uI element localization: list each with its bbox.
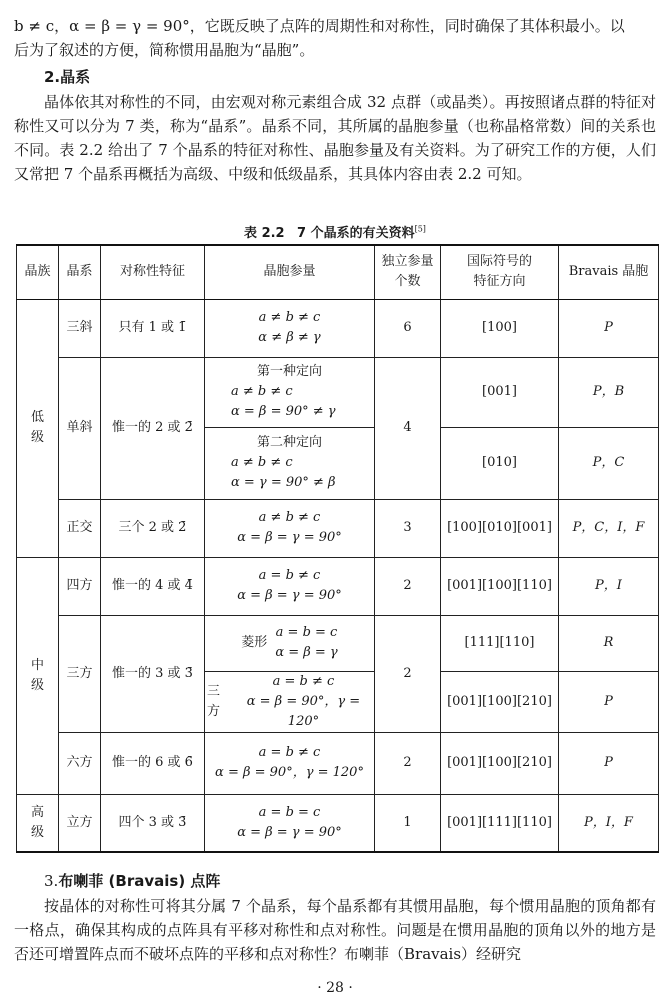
page-number: · 28 ·: [317, 980, 353, 996]
direction-cell: [100][010][001]: [441, 499, 559, 557]
system-cell: 四方: [59, 557, 101, 615]
count-cell: 1: [375, 794, 441, 852]
system-cell: 三斜: [59, 299, 101, 357]
table-row: [17, 732, 659, 794]
header-symmetry: 对称性特征: [101, 245, 205, 299]
direction-cell: [001][100][210]: [441, 671, 559, 732]
table-row: [17, 299, 659, 357]
trigonal-label: 三方: [207, 683, 221, 719]
header-count: 独立参量 个数: [375, 245, 441, 299]
symmetry-cell: 惟一的 4 或 4̄: [101, 557, 205, 615]
direction-cell: [100]: [441, 299, 559, 357]
symmetry-cell: 三个 2 或 2̄: [101, 499, 205, 557]
symmetry-cell: 四个 3 或 3̄: [101, 794, 205, 852]
symmetry-cell: 惟一的 6 或 6̄: [101, 732, 205, 794]
bravais-cell: P: [559, 299, 659, 357]
table-row: [17, 557, 659, 615]
params-cell: a = b = c α = β = γ = 90°: [205, 794, 375, 852]
header-symbol: 国际符号的 特征方向: [441, 245, 559, 299]
table-row: [17, 615, 659, 671]
table-row: [17, 499, 659, 557]
rhombohedral-label: 菱形: [241, 635, 268, 650]
bravais-cell: P: [559, 732, 659, 794]
direction-cell: [001][100][210]: [441, 732, 559, 794]
params-cell: a = b ≠ c α = β = 90°，γ = 120°: [205, 732, 375, 794]
table-caption-title: 7 个晶系的有关资料: [297, 226, 415, 241]
params-cell: a ≠ b ≠ c α = β = γ = 90°: [205, 499, 375, 557]
direction-cell: [111][110]: [441, 615, 559, 671]
family-high: 高 级: [17, 794, 59, 852]
table-row: [17, 357, 659, 427]
header-params: 晶胞参量: [205, 245, 375, 299]
header-system: 晶系: [59, 245, 101, 299]
intro-line-1: b ≠ c，α = β = γ = 90°，它既反映了点阵的周期性和对称性，同时确保了其体积最小。以: [14, 17, 625, 35]
system-cell: 单斜: [59, 357, 101, 499]
params-cell: a = b ≠ c α = β = γ = 90°: [205, 557, 375, 615]
symmetry-cell: 惟一的 3 或 3̄: [101, 615, 205, 732]
system-cell: 立方: [59, 794, 101, 852]
params-cell: 第一种定向 a ≠ b ≠ c α = β = 90° ≠ γ: [205, 357, 375, 427]
header-bravais: Bravais 晶胞: [559, 245, 659, 299]
intro-line-2: 后为了叙述的方便，简称惯用晶胞为“晶胞”。: [14, 41, 315, 59]
bravais-cell: P，B: [559, 357, 659, 427]
count-cell: 2: [375, 557, 441, 615]
count-cell: 6: [375, 299, 441, 357]
section-3-body: 按晶体的对称性可将其分属 7 个晶系，每个晶系都有其惯用晶胞，每个惯用晶胞的顶角都有一格点，确保其构成的点阵具有平移对称性和点对称性。问题是在惯用晶胞的顶角以外的地方是否还可增置阵点而不破坏点阵的平移和点对称性？布喇菲（Bravais）经研究: [14, 897, 656, 963]
count-cell: 3: [375, 499, 441, 557]
direction-cell: [001][100][110]: [441, 557, 559, 615]
header-family: 晶族: [17, 245, 59, 299]
crystal-system-table: [16, 244, 659, 853]
section-2-body: 晶体依其对称性的不同，由宏观对称元素组合成 32 点群（或晶类）。再按照诸点群的特征对称性又可以分为 7 类，称为“晶系”。晶系不同，其所属的晶胞参量（也称晶格常数）间的关系也不同。表 2.2 给出了 7 个晶系的特征对称性、晶胞参量及有关资料。为了研究工作的方便，人们又常把 7 个晶系再概括为高级、中级和低级晶系，其具体内容由表 2.2 可知。: [14, 93, 656, 183]
family-low: 低 级: [17, 299, 59, 557]
table-header-row: [17, 245, 659, 299]
direction-cell: [001]: [441, 357, 559, 427]
params-cell: a ≠ b ≠ c α ≠ β ≠ γ: [205, 299, 375, 357]
direction-cell: [001][111][110]: [441, 794, 559, 852]
symmetry-cell: 惟一的 2 或 2̄: [101, 357, 205, 499]
table-caption-ref: [5]: [414, 224, 426, 234]
bravais-cell: P，I: [559, 557, 659, 615]
count-cell: 2: [375, 615, 441, 732]
table-row: [17, 794, 659, 852]
system-cell: 正交: [59, 499, 101, 557]
section-2-heading: 2.晶系: [44, 68, 91, 86]
params-cell: 菱形 a = b = c α = β = γ: [205, 615, 375, 671]
system-cell: 三方: [59, 615, 101, 732]
count-cell: 4: [375, 357, 441, 499]
bravais-cell: P，C: [559, 427, 659, 499]
direction-cell: [010]: [441, 427, 559, 499]
bravais-cell: P，C，I，F: [559, 499, 659, 557]
section-3-heading: 3.布喇菲 (Bravais) 点阵: [44, 872, 221, 890]
bravais-cell: P: [559, 671, 659, 732]
bravais-cell: P，I，F: [559, 794, 659, 852]
table-caption: [0, 222, 670, 241]
params-cell: 三方 a = b ≠ c α = β = 90°，γ = 120°: [205, 671, 375, 732]
family-mid: 中 级: [17, 557, 59, 794]
table-caption-number: 表 2.2: [244, 226, 285, 241]
system-cell: 六方: [59, 732, 101, 794]
symmetry-cell: 只有 1 或 1̄: [101, 299, 205, 357]
count-cell: 2: [375, 732, 441, 794]
params-cell: 第二种定向 a ≠ b ≠ c α = γ = 90° ≠ β: [205, 427, 375, 499]
bravais-cell: R: [559, 615, 659, 671]
